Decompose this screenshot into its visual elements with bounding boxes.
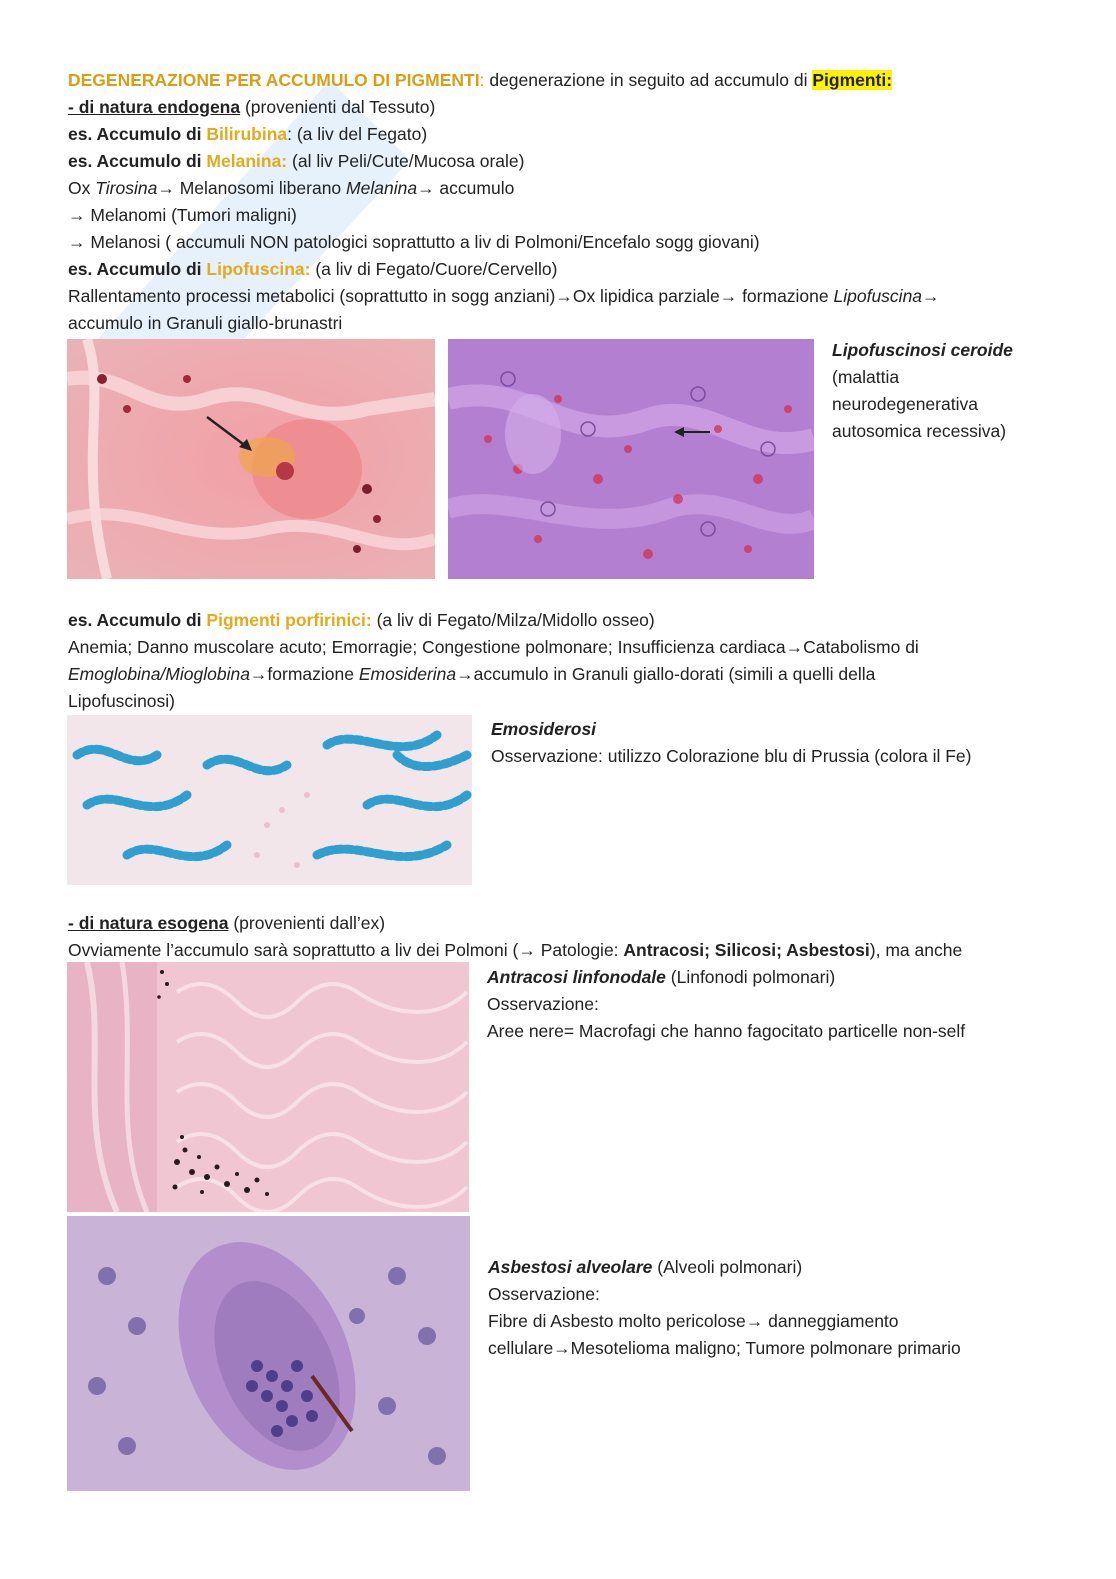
text: Lipofuscina bbox=[833, 286, 923, 306]
text: ), ma anche bbox=[869, 940, 963, 960]
caption-title-line bbox=[487, 964, 965, 991]
granuli-line: accumulo in Granuli giallo-brunastri bbox=[68, 313, 343, 333]
melanomi-line: → Melanomi (Tumori maligni) bbox=[68, 205, 297, 225]
endogena-label: - di natura endogena bbox=[68, 97, 241, 117]
lipofuscina-process-line bbox=[68, 285, 940, 307]
text: Ox bbox=[68, 178, 96, 198]
micrograph-asbestosi bbox=[67, 1216, 470, 1491]
caption-line: Fibre di Asbesto molto pericolose→ danneggiamento bbox=[488, 1311, 899, 1331]
lipofuscinosi-caption bbox=[832, 337, 1013, 445]
text: → Melanosomi liberano bbox=[157, 178, 347, 198]
caption-line: Osservazione: bbox=[488, 1284, 600, 1304]
text: → bbox=[922, 286, 940, 306]
micrograph-antracosi bbox=[67, 962, 469, 1212]
es-note: (al liv Peli/Cute/Mucosa orale) bbox=[287, 151, 525, 171]
es-prefix: es. Accumulo di bbox=[68, 259, 207, 279]
caption-title: Lipofuscinosi ceroide bbox=[832, 340, 1013, 360]
text: Emoglobina/Mioglobina bbox=[68, 664, 250, 684]
heading-line bbox=[68, 69, 892, 91]
es-note: (a liv di Fegato/Cuore/Cervello) bbox=[310, 259, 558, 279]
es-note: (a liv di Fegato/Milza/Midollo osseo) bbox=[371, 610, 655, 630]
pigment-name: Pigmenti porfirinici: bbox=[206, 610, 372, 630]
endogena-note: (provenienti dal Tessuto) bbox=[240, 97, 436, 117]
caption-note: (Alveoli polmonari) bbox=[652, 1257, 803, 1277]
lipofuscina-line bbox=[68, 258, 558, 280]
es-prefix: es. Accumulo di bbox=[68, 151, 207, 171]
caption-note: (Linfonodi polmonari) bbox=[665, 967, 836, 987]
micrograph-lipofuscin-liver bbox=[448, 339, 814, 579]
caption-title: Emosiderosi bbox=[491, 719, 597, 739]
asbestosi-caption bbox=[488, 1254, 961, 1362]
pigment-name: Bilirubina bbox=[206, 124, 288, 144]
pigment-name: Lipofuscina: bbox=[206, 259, 311, 279]
es-note: : (a liv del Fegato) bbox=[287, 124, 428, 144]
caption-title-line bbox=[488, 1254, 961, 1281]
text: →formazione bbox=[249, 664, 359, 684]
es-prefix: es. Accumulo di bbox=[68, 610, 207, 630]
melanina-process-line bbox=[68, 177, 514, 199]
caption-title: Asbestosi alveolare bbox=[488, 1257, 653, 1277]
esogena-label: - di natura esogena bbox=[68, 913, 229, 933]
esogena-description bbox=[68, 939, 962, 961]
caption-line: Aree nere= Macrofagi che hanno fagocitato particelle non-self bbox=[487, 1021, 966, 1041]
micrograph-emosiderosi bbox=[67, 715, 472, 885]
caption-line: (malattia bbox=[832, 367, 900, 387]
text: Ovviamente l’accumulo sarà soprattutto a liv dei Polmoni (→ Patologie: bbox=[68, 940, 624, 960]
melanosi-line: → Melanosi ( accumuli NON patologici soprattutto a liv di Polmoni/Encefalo sogg giovani) bbox=[68, 232, 760, 252]
caption-line: autosomica recessiva) bbox=[832, 421, 1007, 441]
porfirinici-line bbox=[68, 609, 655, 631]
porfirinici-line-2 bbox=[68, 663, 875, 685]
caption-line: Osservazione: utilizzo Colorazione blu di Prussia (colora il Fe) bbox=[491, 746, 972, 766]
porfirinici-line-3: Lipofuscinosi) bbox=[68, 691, 175, 711]
melanina-line bbox=[68, 150, 524, 172]
heading-title: DEGENERAZIONE PER ACCUMULO DI PIGMENTI bbox=[68, 70, 480, 90]
heading-highlight: Pigmenti: bbox=[812, 70, 893, 90]
text: Melanina bbox=[346, 178, 418, 198]
caption-line: cellulare→Mesotelioma maligno; Tumore polmonare primario bbox=[488, 1338, 961, 1358]
text: Emosiderina bbox=[358, 664, 457, 684]
es-prefix: es. Accumulo di bbox=[68, 124, 207, 144]
text: Rallentamento processi metabolici (soprattutto in sogg anziani)→Ox lipidica parziale→ formazione bbox=[68, 286, 834, 306]
text: →accumulo in Granuli giallo-dorati (simili a quelli della bbox=[456, 664, 876, 684]
caption-line: Osservazione: bbox=[487, 994, 599, 1014]
text: Antracosi; Silicosi; Asbestosi bbox=[623, 940, 870, 960]
porfirinici-line-1: Anemia; Danno muscolare acuto; Emorragie; Congestione polmonare; Insufficienza cardiaca→Catabolismo di bbox=[68, 637, 919, 657]
heading-intro: degenerazione in seguito ad accumulo di bbox=[484, 70, 813, 90]
caption-title: Antracosi linfonodale bbox=[487, 967, 666, 987]
antracosi-caption bbox=[487, 964, 965, 1045]
esogena-line bbox=[68, 912, 385, 934]
micrograph-lipofuscin-neuron bbox=[67, 339, 435, 579]
emosiderosi-caption bbox=[491, 716, 971, 770]
text: Tirosina bbox=[95, 178, 158, 198]
text: → accumulo bbox=[417, 178, 515, 198]
bilirubina-line bbox=[68, 123, 427, 145]
caption-line: neurodegenerativa bbox=[832, 394, 978, 414]
pigment-name: Melanina: bbox=[206, 151, 288, 171]
heading-colon: : bbox=[479, 70, 485, 90]
endogena-line bbox=[68, 96, 435, 118]
esogena-note: (provenienti dall’ex) bbox=[228, 913, 386, 933]
